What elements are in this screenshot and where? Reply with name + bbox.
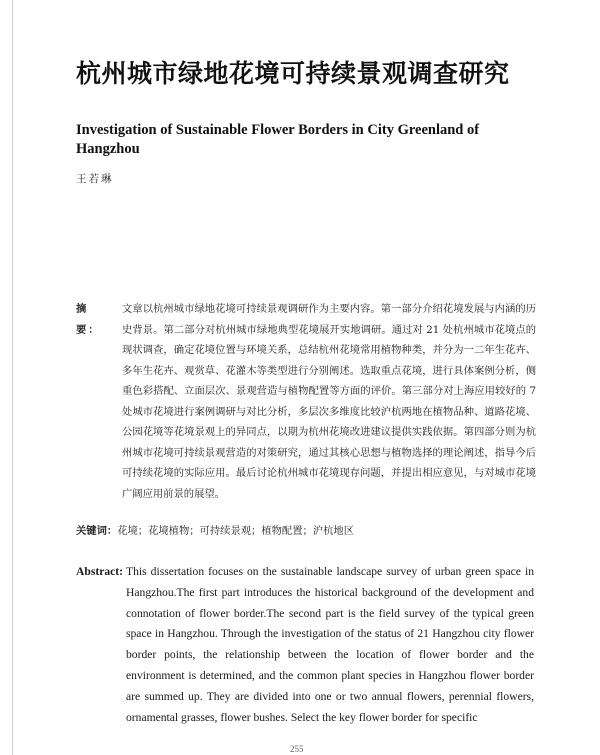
abstract-chinese [76, 299, 536, 504]
keywords [76, 521, 536, 541]
abstract-english-text: This dissertation focuses on the sustainable landscape survey of urban green space in Hangzhou.The first part introduces the historical background of the development and connotation of flower border.The second part is the field survey of the typical green space in Hangzhou. Through the investigation of the status of 21 Hangzhou city flower border points, the relationship between the location of flower border and the environment is determined, and the common plant species in Hangzhou flower border are summed up. They are divided into one or two annual flowers, perennial flowers, ornamental grasses, flower bushes. Select the key flower border for specific [126, 565, 534, 724]
title-english: Investigation of Sustainable Flower Borders in City Greenland of Hangzhou [76, 122, 480, 157]
page-number: 255 [290, 744, 304, 754]
abstract-english-label: Abstract: [76, 565, 124, 578]
title-chinese: 杭州城市绿地花境可持续景观调查研究 [76, 59, 510, 88]
page-edge-rule [12, 0, 13, 755]
abstract-chinese-label: 摘 要： [76, 303, 101, 336]
abstract-english [76, 562, 534, 728]
abstract-chinese-text: 文章以杭州城市绿地花境可持续景观调研作为主要内容。第一部分介绍花境发展与内涵的历史背景。第二部分对杭州城市绿地典型花境展开实地调研。通过对 21 处杭州城市花境点的现状调查，确定花境位置与环境关系，总结杭州花境常用植物种类，并分为一二年生花卉、多年生花卉、观赏草、花灌木等类型进行分别阐述。选取重点花境，进行具体案例分析，侧重色彩搭配、立面层次、景观营造与植物配置等方面的评价。第三部分对上海应用较好的 7 处城市花境进行案例调研与对比分析，多层次多维度比较沪杭两地在植物品种、道路花境、公园花境等花境景观上的异同点，以期为杭州花境改进建议提供实践依据。第四部分则为杭州城市花境可持续景观营造的对策研究，通过其核心思想与植物选择的理论阐述，指导今后可持续花境的实际应用。最后讨论杭州城市花境现存问题，并提出相应意见，与对城市花境广阔应用前景的展望。 [122, 303, 536, 500]
keywords-label: 关键词： [76, 525, 118, 537]
author-name: 王若琳 [76, 173, 114, 185]
keywords-text: 花境；花境植物；可持续景观；植物配置；沪杭地区 [117, 525, 355, 537]
